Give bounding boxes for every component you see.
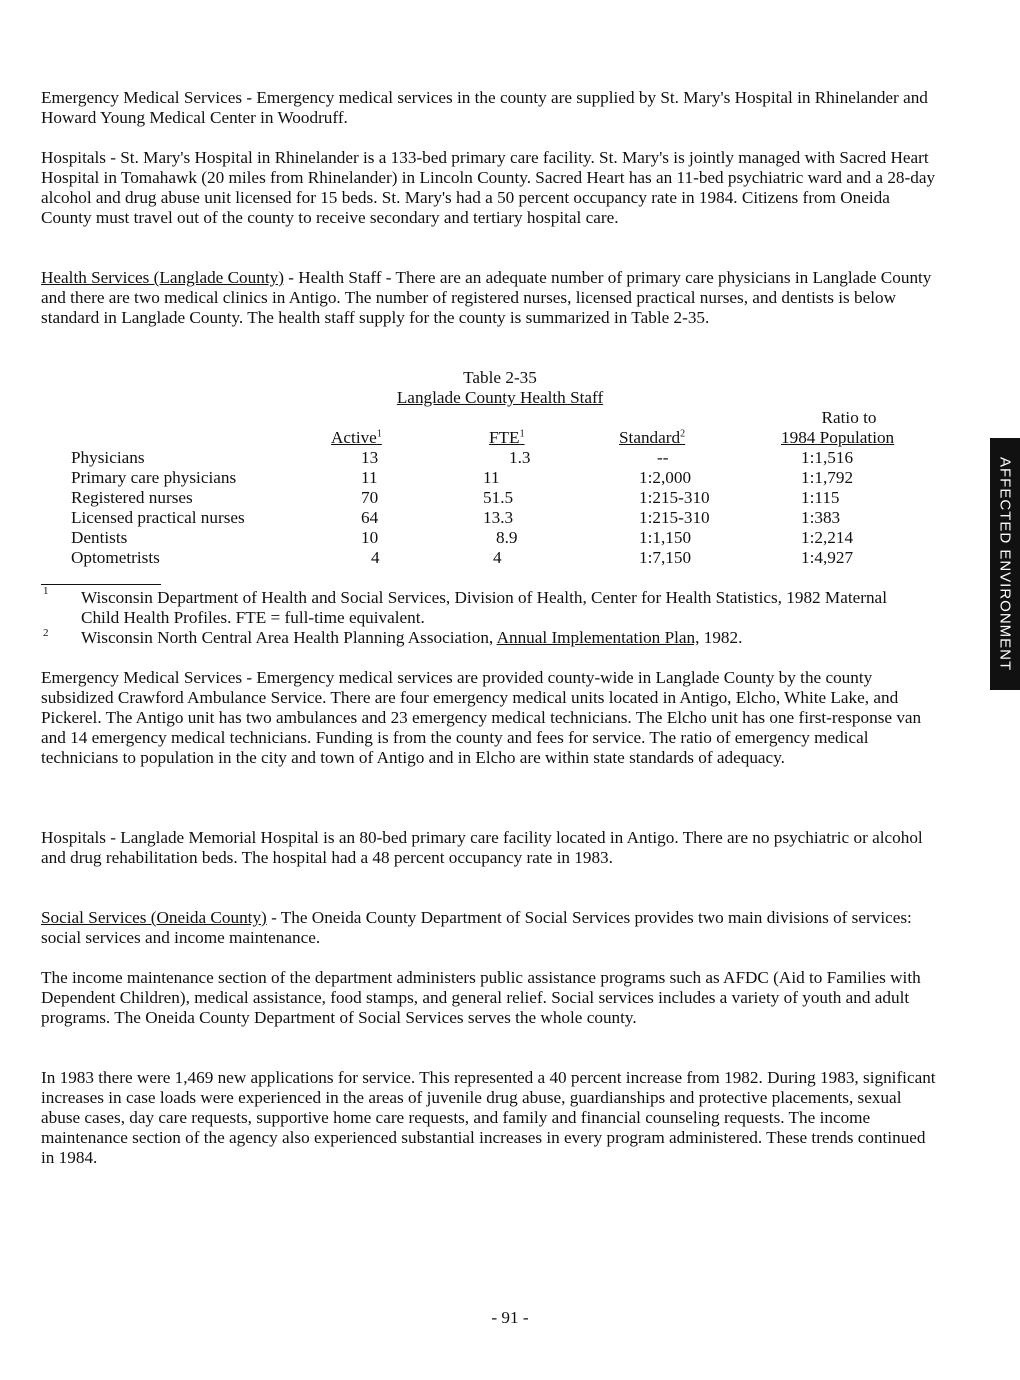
cell-standard: 1:7,150 [639, 548, 692, 567]
paragraph-health-langlade [41, 268, 941, 328]
cell-fte: 51.5 [483, 488, 514, 507]
cell-fte: 4 [493, 548, 502, 567]
footnote-1-mark: 1 [43, 585, 49, 597]
paragraph-hospitals-oneida: Hospitals - St. Mary's Hospital in Rhinelander is a 133-bed primary care facility. St. Mary's is jointly managed with Sacred Heart Hospital in Tomahawk (20 miles from Rhinelander) in Lincoln County. Sacred Heart has an 11-bed psychiatric ward and a 28-day alcohol and drug abuse unit licensed for 15 beds. St. Mary's had a 50 percent occupancy rate in 1984. Citizens from Oneida County must travel out of the county to receive secondary and tertiary hospital care. [41, 148, 936, 227]
cell-standard: -- [657, 448, 669, 467]
footnote-2-pre: Wisconsin North Central Area Health Planning Association, [81, 628, 497, 647]
table-title [300, 388, 700, 408]
cell-standard: 1:215-310 [639, 488, 710, 507]
cell-fte: 11 [483, 468, 500, 487]
cell-active: 13 [361, 448, 379, 467]
header-ratio-line1: Ratio to [821, 408, 877, 427]
paragraph-social-services-body: - The Oneida County Department of Social Services provides two main divisions of services: social services and income maintenance. [41, 908, 912, 947]
row-label: Physicians [71, 448, 145, 467]
cell-standard: 1:2,000 [639, 468, 692, 487]
section-side-tab [990, 438, 1020, 690]
header-fte-sup: 1 [519, 428, 525, 440]
cell-standard: 1:1,150 [639, 528, 692, 547]
paragraph-social-services [41, 908, 941, 948]
footnote-2-title: Annual Implementation Plan, [496, 628, 700, 647]
paragraph-applications-1983: In 1983 there were 1,469 new applications for service. This represented a 40 percent increase from 1982. During 1983, significant increases in case loads were experienced in the areas of juvenile drug abuse, guardianships and protective placements, sexual abuse cases, day care requests, supportive home care requests, and family and financial counseling requests. The income maintenance section of the agency also experienced substantial increases in every program administered. These trends continued in 1984. [41, 1068, 936, 1167]
row-label: Licensed practical nurses [71, 508, 245, 527]
section-heading-social-services: Social Services (Oneida County) [41, 908, 267, 927]
footnote-2-mark: 2 [43, 627, 49, 639]
paragraph-hospitals-langlade: Hospitals - Langlade Memorial Hospital is an 80-bed primary care facility located in Antigo. There are no psychiatric or alcohol and drug rehabilitation beds. The hospital had a 48 percent occupancy rate in 1983. [41, 828, 923, 867]
header-standard-sup: 2 [680, 428, 686, 440]
cell-standard: 1:215-310 [639, 508, 710, 527]
section-heading-health-langlade: Health Services (Langlade County) [41, 268, 284, 287]
cell-active: 4 [371, 548, 380, 567]
header-active-text: Active [331, 428, 377, 447]
cell-ratio: 1:2,214 [801, 528, 854, 547]
cell-ratio: 1:115 [801, 488, 840, 507]
header-standard [619, 428, 685, 448]
cell-ratio: 1:4,927 [801, 548, 854, 567]
header-fte-text: FTE [489, 428, 520, 447]
paragraph-income-maintenance: The income maintenance section of the department administers public assistance programs such as AFDC (Aid to Families with Dependent Children), medical assistance, food stamps, and general relief. Social services includes a variety of youth and adult programs. The Oneida County Department of Social Services serves the whole county. [41, 968, 921, 1027]
cell-active: 64 [361, 508, 379, 527]
footnote-2-post: 1982. [699, 628, 743, 647]
row-label: Registered nurses [71, 488, 193, 507]
header-standard-text: Standard [619, 428, 681, 447]
footnote-rule [41, 584, 161, 585]
cell-active: 10 [361, 528, 379, 547]
row-label: Optometrists [71, 548, 160, 567]
cell-active: 11 [361, 468, 378, 487]
side-tab-label: AFFECTED ENVIRONMENT [996, 456, 1014, 672]
header-ratio-line2: 1984 Population [781, 428, 895, 447]
cell-ratio: 1:383 [801, 508, 841, 527]
header-fte [489, 428, 525, 448]
page-number: - 91 - [491, 1308, 529, 1327]
table-title-text: Langlade County Health Staff [396, 388, 604, 407]
cell-fte: 8.9 [496, 528, 518, 547]
header-active [331, 428, 382, 448]
paragraph-ems-oneida: Emergency Medical Services - Emergency medical services in the county are supplied by St. Mary's Hospital in Rhinelander and Howard Young Medical Center in Woodruff. [41, 88, 928, 127]
cell-ratio: 1:1,516 [801, 448, 854, 467]
row-label: Primary care physicians [71, 468, 237, 487]
footnote-2 [81, 628, 961, 648]
cell-ratio: 1:1,792 [801, 468, 854, 487]
header-active-sup: 1 [376, 428, 382, 440]
cell-fte: 1.3 [509, 448, 531, 467]
cell-fte: 13.3 [483, 508, 514, 527]
row-label: Dentists [71, 528, 128, 547]
cell-active: 70 [361, 488, 379, 507]
footnote-1: Wisconsin Department of Health and Social Services, Division of Health, Center for Health Statistics, 1982 Maternal Child Health Profiles. FTE = full-time equivalent. [81, 588, 887, 627]
table-number: Table 2-35 [463, 368, 537, 387]
paragraph-health-langlade-body: - Health Staff - There are an adequate number of primary care physicians in Langlade County and there are two medical clinics in Antigo. The number of registered nurses, licensed practical nurses, and dentists is below standard in Langlade County. The health staff supply for the county is summarized in Table 2-35. [41, 268, 932, 327]
paragraph-ems-langlade: Emergency Medical Services - Emergency medical services are provided county-wide in Langlade County by the county subsidized Crawford Ambulance Service. There are four emergency medical units located in Antigo, Elcho, White Lake, and Pickerel. The Antigo unit has two ambulances and 23 emergency medical technicians. The Elcho unit has one first-response van and 14 emergency medical technicians. Funding is from the county and fees for service. The ratio of emergency medical technicians to population in the city and town of Antigo and in Elcho are within state standards of adequacy. [41, 668, 922, 767]
